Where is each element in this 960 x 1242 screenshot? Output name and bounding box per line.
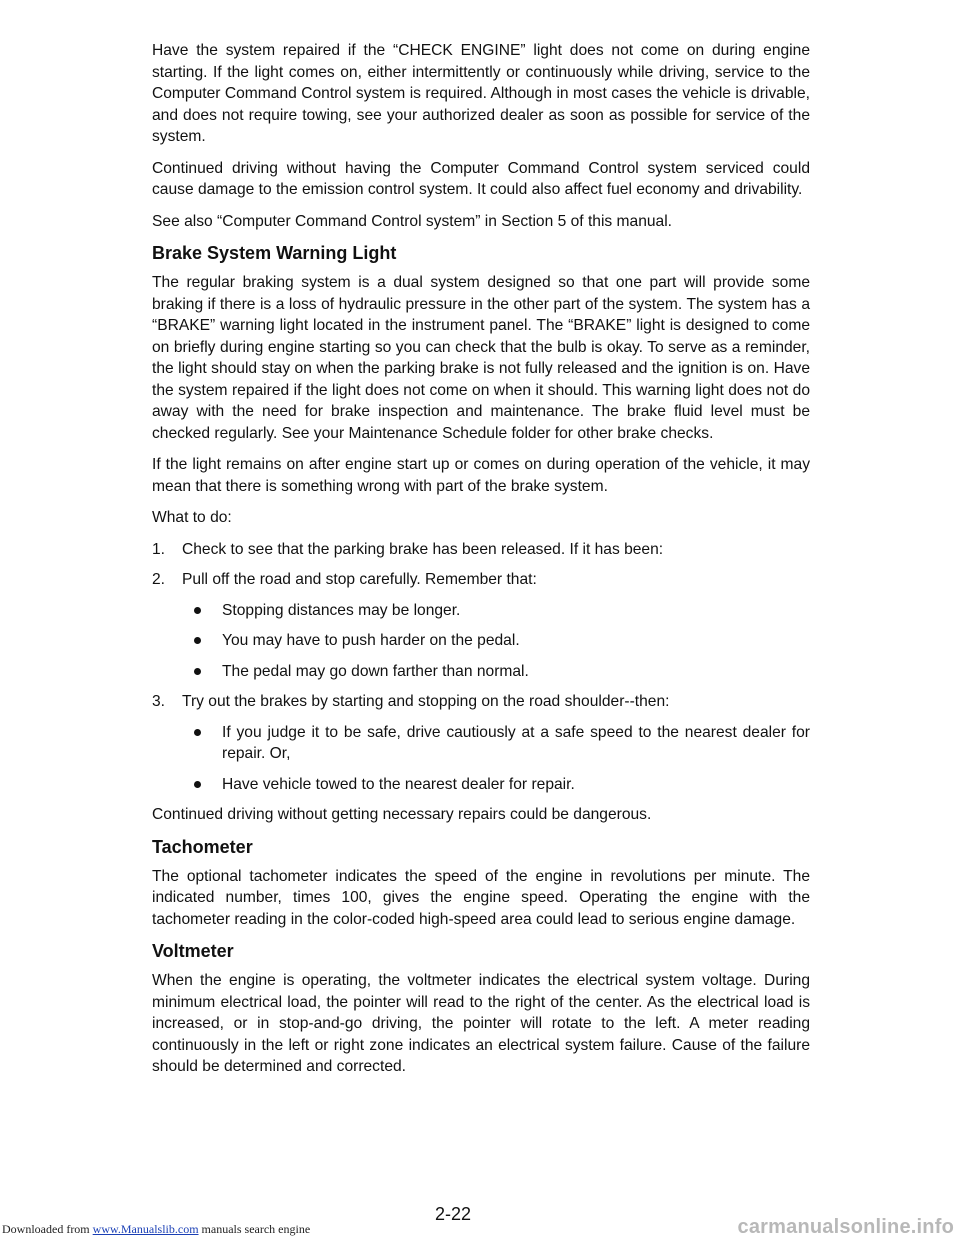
tachometer-paragraph: The optional tachometer indicates the speed of the engine in revolutions per minute. The indicated number, times 100, gives the engine speed. Operating the engine with the tachometer reading in the color-coded high-speed area could lead to serious engine damage. [152,867,810,928]
page-number: 2-22 [435,1204,472,1224]
list-item [190,600,810,622]
bullet-icon [190,600,222,622]
brake-paragraph-1: The regular braking system is a dual system designed so that one part will provide some braking if there is a loss of hydraulic pressure in the other part of the system. The system has a “BRAKE” warning light located in the instrument panel. The “BRAKE” light is designed to come on briefly during engine starting so you can check that the bulb is okay. To serve as a reminder, the light should stay on when the parking brake is not fully released and the ignition is on. Have the system repaired if the light does not come on when it should. This warning light does not do away with the need for brake inspection and maintenance. The brake fluid level must be checked regularly. See your Maintenance Schedule folder for other brake checks. [152,274,810,442]
step-2-text: Pull off the road and stop carefully. Remember that: [182,571,537,588]
intro-paragraph-3: See also “Computer Command Control system” in Section 5 of this manual. [152,212,673,230]
step-3 [152,691,810,713]
brake-heading: Brake System Warning Light [152,243,397,263]
watermark: carmanualsonline.info [737,1216,954,1238]
intro-paragraph-2: Continued driving without having the Computer Command Control system serviced could cause damage to the emission control system. It could also affect fuel economy and drivability. [152,159,810,198]
voltmeter-paragraph: When the engine is operating, the voltmeter indicates the electrical system voltage. During minimum electrical load, the pointer will read to the right of the center. As the electrical load is increased, or in stop-and-go driving, the pointer will rotate to the left. A meter reading continuously in the left or right zone indicates an electrical system failure. Cause of the failure should be determined and corrected. [152,972,810,1075]
bullet-text: You may have to push harder on the pedal. [222,632,520,649]
list-item [190,722,810,765]
step-1-number: 1. [152,540,166,558]
bullet-text: Have vehicle towed to the nearest dealer for repair. [222,775,575,793]
intro-paragraph-1: Have the system repaired if the “CHECK ENGINE” light does not come on during engine starting. If the light comes on, either intermittently or continuously while driving, service to the Computer Command Control system is required. Although in most cases the vehicle is drivable, and does not require towing, see your authorized dealer as soon as possible for service of the system. [152,42,810,145]
download-footer [2,1222,310,1237]
step-1-text: Check to see that the parking brake has been released. If it has been: [182,540,664,558]
list-item [190,661,810,683]
bullet-icon [190,774,222,796]
step-3-text: Try out the brakes by starting and stopping on the road shoulder--then: [182,693,670,710]
bullet-icon [190,661,222,683]
manualslib-link[interactable]: www.Manualslib.com [92,1222,199,1236]
bullet-icon [190,630,222,652]
step-1 [152,539,810,561]
bullet-text: The pedal may go down farther than normal. [222,662,529,680]
step-2-number: 2. [152,571,166,588]
what-to-do-label: What to do: [152,509,232,526]
step-3-number: 3. [152,693,166,710]
list-item [190,630,810,652]
tachometer-heading: Tachometer [152,836,253,857]
manual-page [152,40,810,1088]
bullet-text: If you judge it to be safe, drive cautiously at a safe speed to the nearest dealer for repair. Or, [222,723,810,762]
bullet-text: Stopping distances may be longer. [222,601,461,619]
brake-closing: Continued driving without getting necessary repairs could be dangerous. [152,806,652,823]
footer-suffix: manuals search engine [201,1222,311,1236]
brake-paragraph-2: If the light remains on after engine start up or comes on during operation of the vehicle, it may mean that there is something wrong with part of the brake system. [152,456,810,495]
bullet-icon [190,722,222,765]
footer-prefix: Downloaded from [2,1222,90,1236]
list-item [190,774,810,796]
voltmeter-heading: Voltmeter [152,941,234,961]
step-2 [152,569,810,591]
